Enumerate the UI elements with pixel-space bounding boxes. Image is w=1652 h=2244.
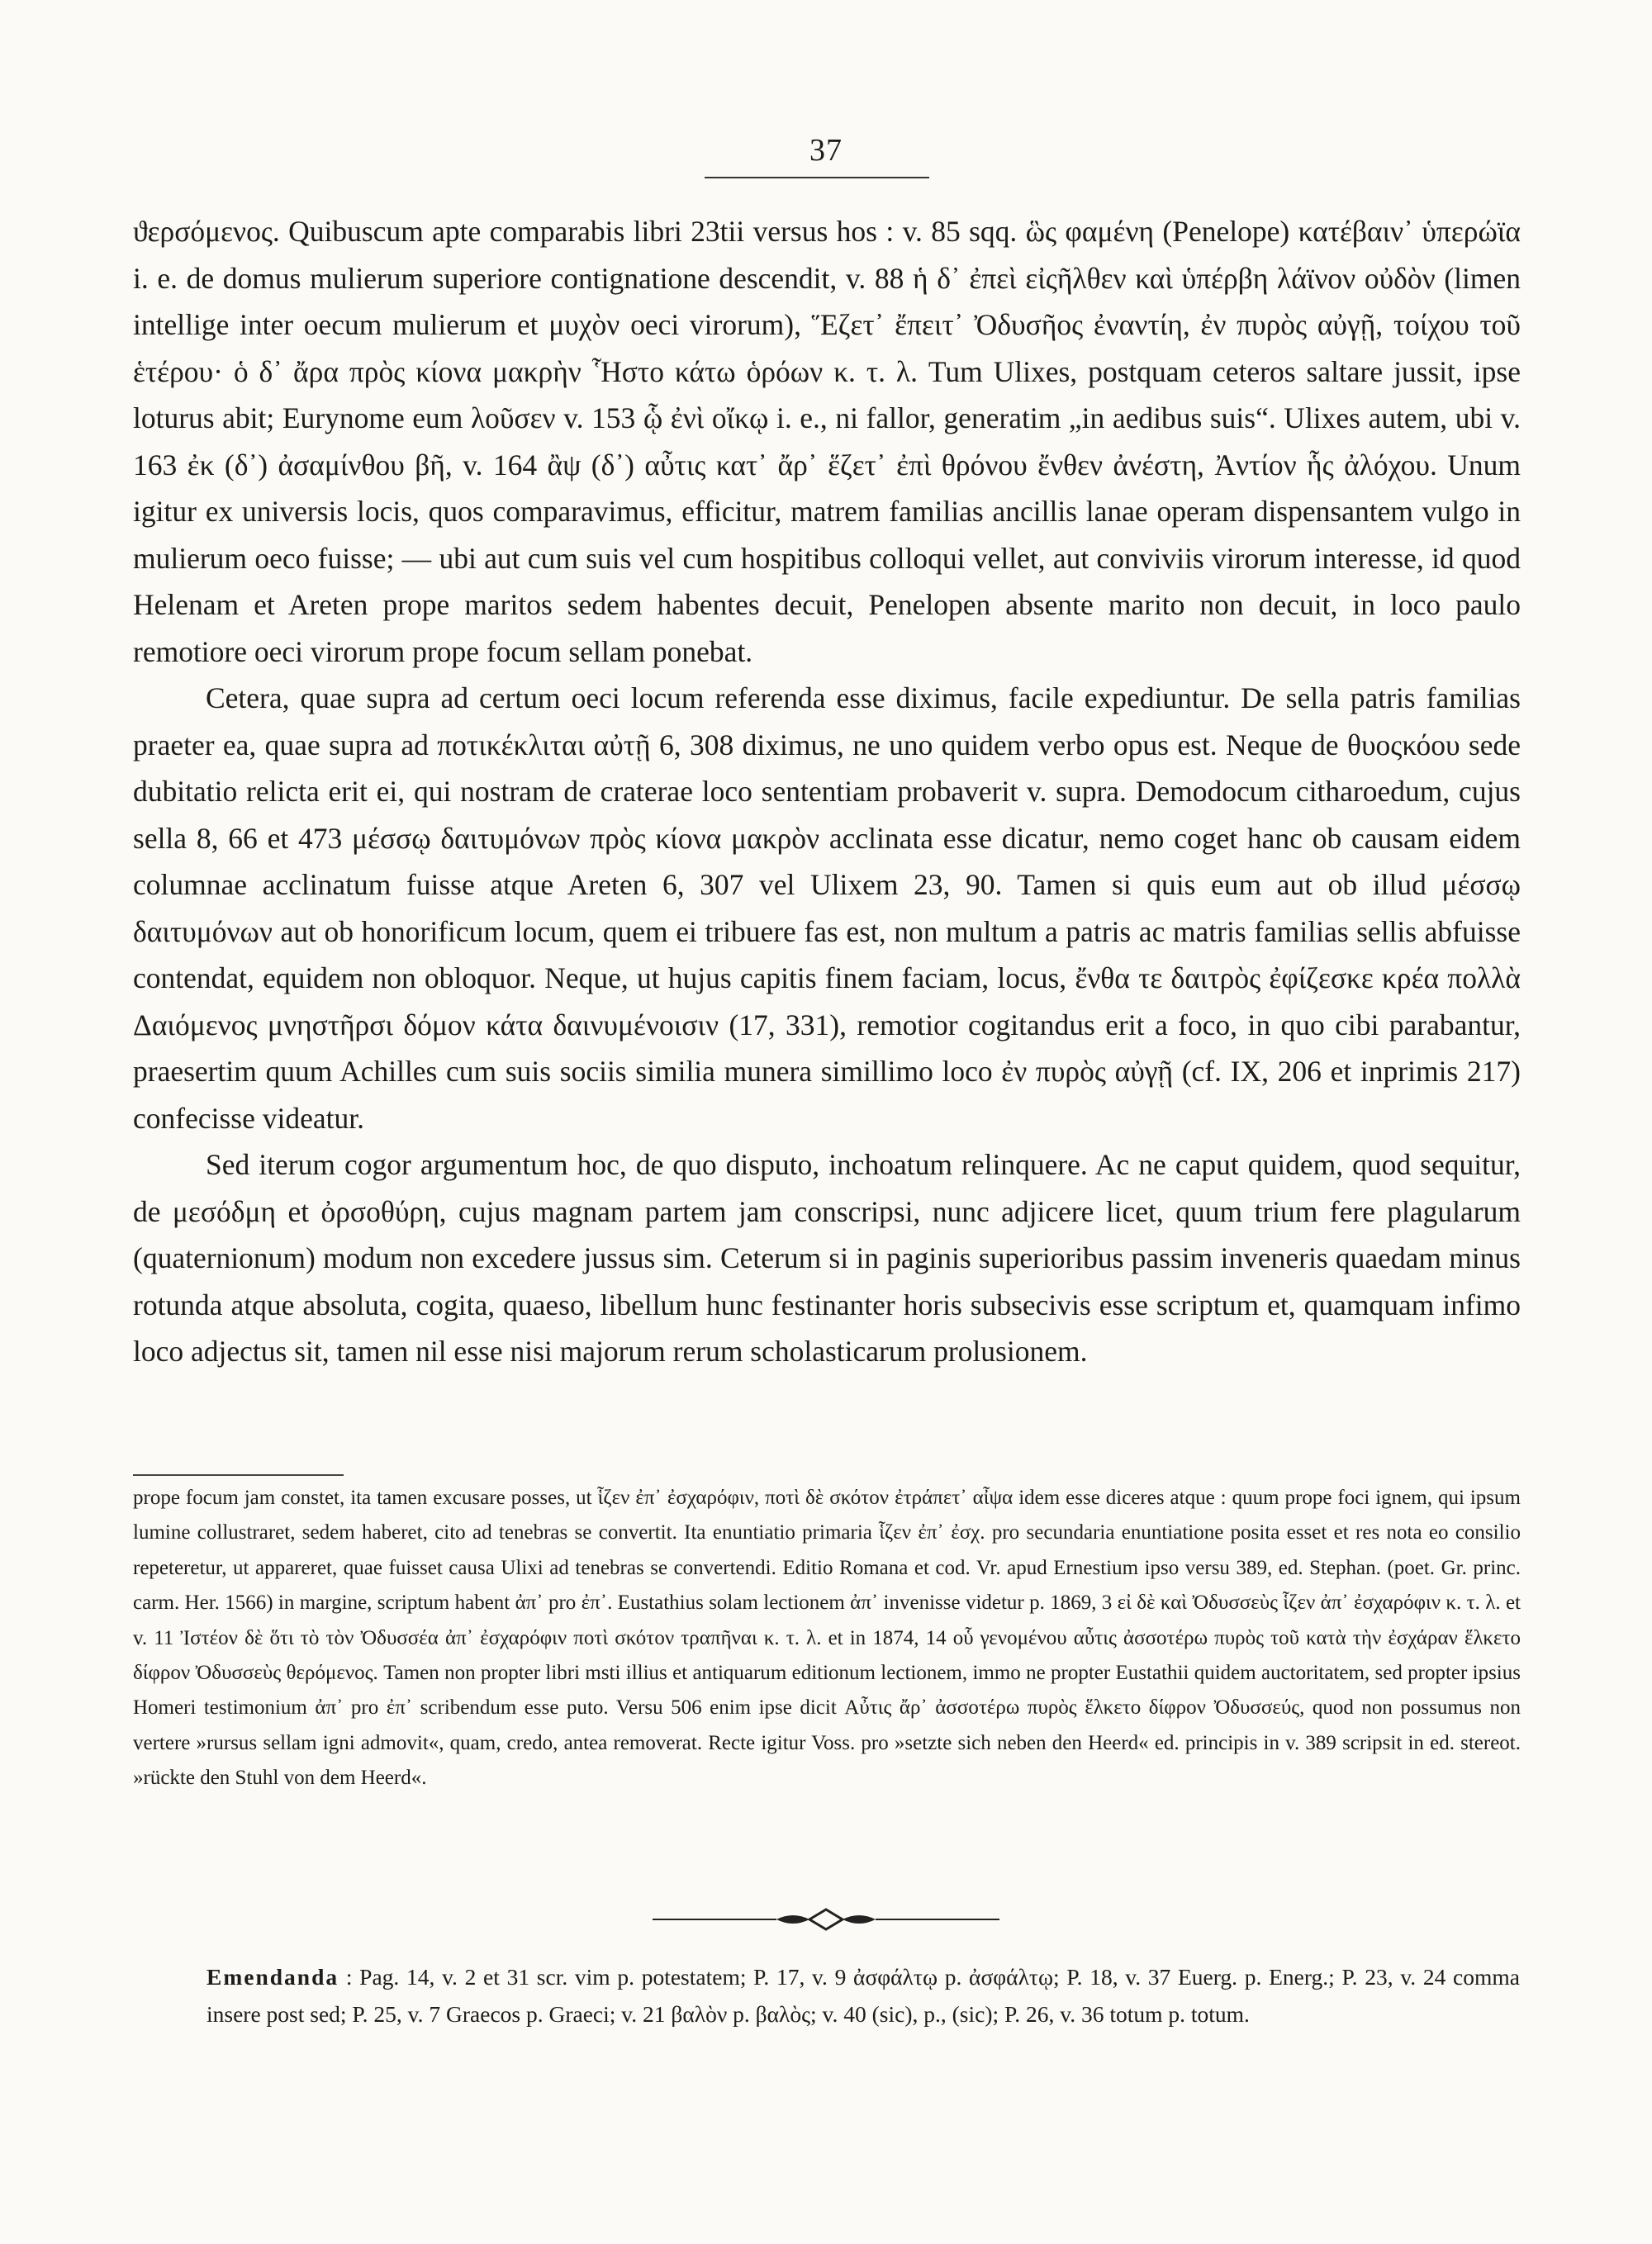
footnote: prope focum jam constet, ita tamen excusare posses, ut ἷζεν ἐπ᾽ ἐσχαρόφιν, ποτὶ δὲ σκότον ἐτράπετ᾽ αἶψα idem esse diceres atque : quum prope foci ignem, qui ipsum lumine collustraret, sedem haberet, cito ad tenebras se convertit. Ita enuntiatio primaria ἷζεν ἐπ᾽ ἐσχ. pro secundaria enuntiatione posita esset et res nota eo consilio repeteretur, ut appareret, quae fuisset causa Ulixi ad tenebras se convertendi. Editio Romana et cod. Vr. apud Ernestium ipso versu 389, ed. Stephan. (poet. Gr. princ. carm. Her. 1566) in margine, scriptum habent ἀπ᾽ pro ἐπ᾽. Eustathius solam lectionem ἀπ᾽ invenisse videtur p. 1869, 3 εἰ δὲ καὶ Ὀδυσσεὺς ἷζεν ἀπ᾽ ἐσχαρόφιν κ. τ. λ. et v. 11 Ἰστέον δὲ ὅτι τὸ τὸν Ὀδυσσέα ἀπ᾽ ἐσχαρόφιν ποτὶ σκότον τραπῆναι κ. τ. λ. et in 1874, 14 οὗ γενομένου αὖτις ἀσσοτέρω πυρὸς τοῦ κατὰ τὴν ἐσχάραν ἕλκετο δίφρον Ὀδυσσεὺς θερόμενος. Tamen non propter libri msti illius et antiquarum editionum lectionem, immo ne propter Eustathii quidem auctoritatem, sed propter ipsius Homeri testimonium ἀπ᾽ pro ἐπ᾽ scribendum esse puto. Versu 506 enim ipse dicit Αὖτις ἄρ᾽ ἀσσοτέρω πυρὸς ἕλκετο δίφρον Ὀδυσσεύς, quod non possumus non vertere »rursus sellam igni admovit«, quam, credo, antea removerat. Recte igitur Voss. pro »setzte sich neben den Heerd« ed. principis in v. 389 scripsit in ed. stereot. »rückte den Stuhl von dem Heerd«. [133,1487,1521,1790]
footnote-rule [133,1474,344,1476]
main-text [133,208,1521,1375]
paragraph-2: Cetera, quae supra ad certum oeci locum referenda esse diximus, facile expediuntur. De sella patris familias praeter ea, quae supra ad ποτικέκλιται αὐτῇ 6, 308 diximus, ne uno quidem verbo opus est. Neque de θυοςκόου sede dubitatio relicta erit ei, qui nostram de craterae loco sententiam probaverit v. supra. Demodocum citharoedum, cujus sella 8, 66 et 473 μέσσῳ δαιτυμόνων πρὸς κίονα μακρὸν acclinata esse dicatur, nemo coget hanc ob causam eidem columnae acclinatum fuisse atque Areten 6, 307 vel Ulixem 23, 90. Tamen si quis eum aut ob illud μέσσῳ δαιτυμόνων aut ob honorificum locum, quem ei tribuere fas est, non multum a patris ac matris familias sellis abfuisse contendat, equidem non obloquor. Neque, ut hujus capitis finem faciam, locus, ἔνθα τε δαιτρὸς ἐφίζεσκε κρέα πολλὰ Δαιόμενος μνηστῆρσι δόμον κάτα δαινυμένοισιν (17, 331), remotior cogitandus erit a foco, in quo cibi parabantur, praesertim quum Achilles cum suis sociis similia munera simillimo loco ἐν πυρὸς αὐγῇ (cf. IX, 206 et inprimis 217) confecisse videatur. [133,681,1521,1135]
errata-text: : Pag. 14, v. 2 et 31 scr. vim p. potestatem; P. 17, v. 9 ἀσφάλτῳ p. ἀσφάλτῳ; P. 18, v. 37 Euerg. p. Energ.; P. 23, v. 24 comma insere post sed; P. 25, v. 7 Graecos p. Graeci; v. 21 βαλὸν p. βαλὸς; v. 40 (sic), p., (sic); P. 26, v. 36 totum p. totum. [206,1964,1521,2027]
errata-title: Emendanda [206,1964,339,1990]
header-rule [705,177,929,178]
page-number: 37 [809,133,843,168]
paragraph-1: ϑερσόμενος. Quibuscum apte comparabis libri 23tii versus hos : v. 85 sqq. ὣς φαμένη (Penelope) κατέβαιν᾽ ὑπερώϊα i. e. de domus mulierum superiore contignatione descendit, v. 88 ἡ δ᾽ ἐπεὶ εἰςῆλθεν καὶ ὑπέρβη λάϊνον οὐδὸν (limen intellige inter oecum mulierum et μυχὸν oeci virorum), Ἕζετ᾽ ἔπειτ᾽ Ὀδυσῆος ἐναντίη, ἐν πυρὸς αὐγῇ, τοίχου τοῦ ἑτέρου· ὁ δ᾽ ἄρα πρὸς κίονα μακρὴν Ἧστο κάτω ὁρόων κ. τ. λ. Tum Ulixes, postquam ceteros saltare jussit, ipse loturus abit; Eurynome eum λοῦσεν v. 153 ᾧ ἐνὶ οἴκῳ i. e., ni fallor, generatim „in aedibus suis“. Ulixes autem, ubi v. 163 ἐκ (δ᾽) ἀσαμίνθου βῆ, v. 164 ἂψ (δ᾽) αὖτις κατ᾽ ἄρ᾽ ἕζετ᾽ ἐπὶ θρόνου ἔνθεν ἀνέστη, Ἀντίον ἧς ἀλόχου. Unum igitur ex universis locis, quos comparavimus, efficitur, matrem familias ancillis lanae operam dispensantem vulgo in mulierum oeco fuisse; — ubi aut cum suis vel cum hospitibus colloqui vellet, aut conviviis virorum interesse, id quod Helenam et Areten prope maritos sedem habentes decuit, Penelopen absente marito non decuit, in loco paulo remotiore oeci virorum prope focum sellam ponebat. [133,215,1521,668]
errata [206,1958,1520,2033]
paragraph-3: Sed iterum cogor argumentum hoc, de quo disputo, inchoatum relinquere. Ac ne caput quidem, quod sequitur, de μεσόδμη et ὀρσοθύρη, cujus magnam partem jam conscripsi, nunc adjicere licet, quum trium fere plagularum (quaternionum) modum non excedere jussus sim. Ceterum si in paginis superioribus passim inveneris quaedam minus rotunda atque absoluta, cogita, quaeso, libellum hunc festinanter horis subsecivis esse scriptum et, quamquam infimo loco adjectus sit, tamen nil esse nisi majorum rerum scholasticarum prolusionem. [133,1148,1521,1368]
ornament-divider [653,1905,999,1934]
